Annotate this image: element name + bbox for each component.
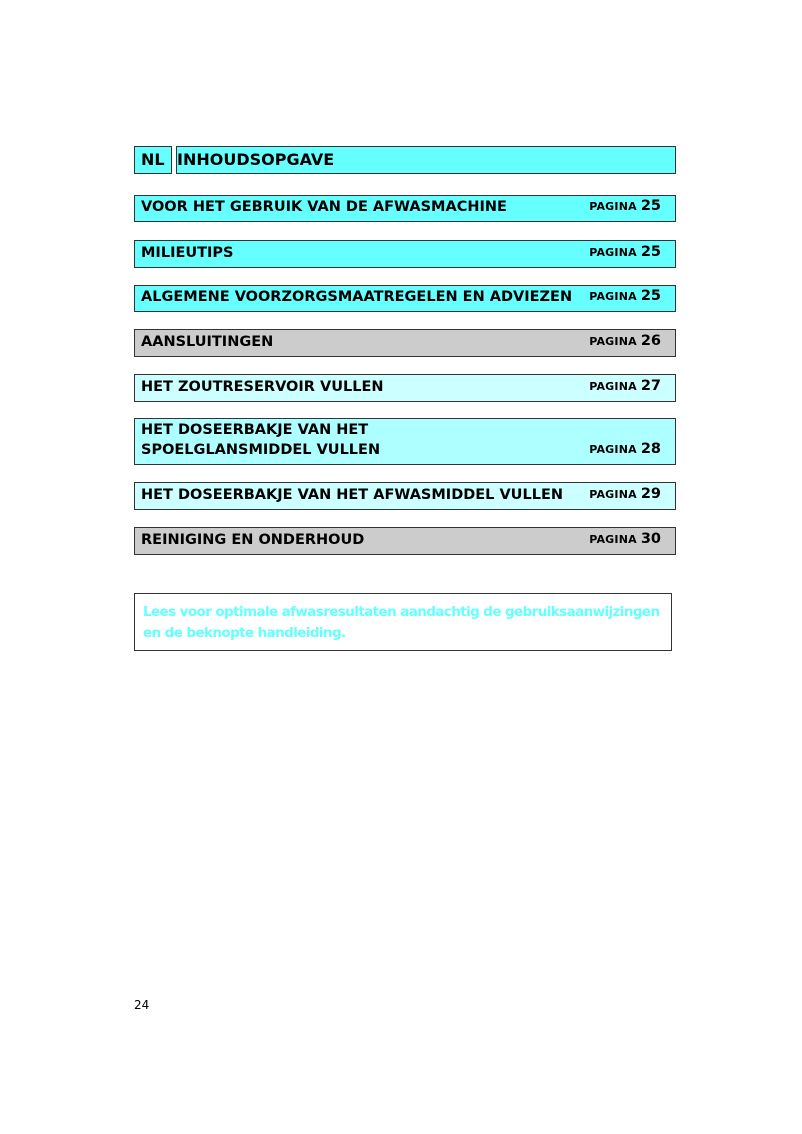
language-code: NL: [134, 146, 172, 174]
toc-entry-page: PAGINA 25: [589, 288, 661, 304]
toc-header: [134, 146, 676, 174]
toc-entry[interactable]: [134, 527, 676, 555]
toc-entry[interactable]: [134, 195, 676, 222]
toc-entry-page: PAGINA 25: [589, 198, 661, 214]
toc-entry-label: HET DOSEERBAKJE VAN HET SPOELGLANSMIDDEL VULLEN: [141, 422, 381, 458]
toc-entry[interactable]: [134, 418, 676, 465]
toc-entry-page: PAGINA 30: [589, 531, 661, 547]
page-number: 24: [134, 998, 150, 1012]
toc-entry-label: REINIGING EN ONDERHOUD: [141, 532, 365, 548]
toc-entry-label: ALGEMENE VOORZORGSMAATREGELEN EN ADVIEZEN: [141, 289, 573, 305]
toc-entry-page: PAGINA 25: [589, 244, 661, 260]
toc-entry[interactable]: [134, 482, 676, 510]
toc-entry-page: PAGINA 27: [589, 378, 661, 394]
toc-entry-label: HET ZOUTRESERVOIR VULLEN: [141, 379, 384, 395]
toc-entry[interactable]: [134, 374, 676, 402]
toc-title: INHOUDSOPGAVE: [176, 146, 676, 174]
toc-entry[interactable]: [134, 329, 676, 357]
toc-entry[interactable]: [134, 285, 676, 312]
advice-note-text: Lees voor optimale afwasresultaten aandachtig de gebruiksaanwijzingen en de beknopte handleiding.: [143, 604, 660, 641]
toc-entry-label: VOOR HET GEBRUIK VAN DE AFWASMACHINE: [141, 199, 507, 215]
toc-entry-page: PAGINA 29: [589, 486, 661, 502]
toc-entry-label: HET DOSEERBAKJE VAN HET AFWASMIDDEL VULLEN: [141, 487, 563, 503]
toc-entry-label: AANSLUITINGEN: [141, 334, 274, 350]
advice-note: [134, 593, 672, 651]
toc-entry-label: MILIEUTIPS: [141, 245, 234, 261]
toc-entry-page: PAGINA 26: [589, 333, 661, 349]
toc-entry[interactable]: [134, 240, 676, 268]
toc-entry-page: PAGINA 28: [589, 441, 661, 457]
